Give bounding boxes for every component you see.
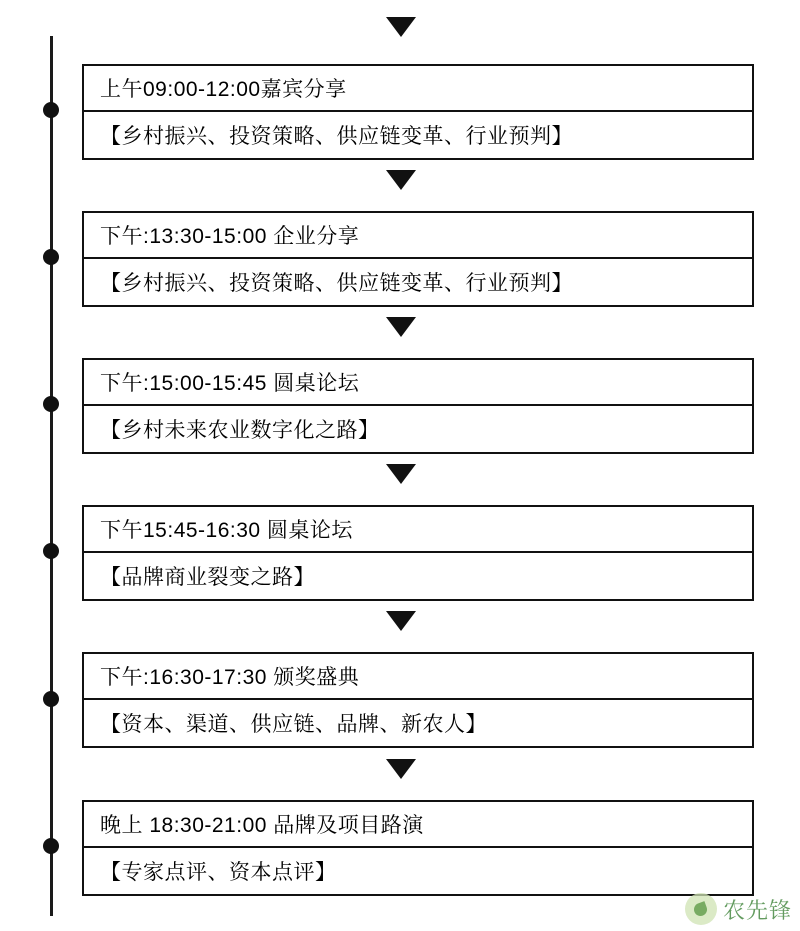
watermark [685,893,792,925]
timeline-step [82,211,754,307]
step-time-title: 下午:15:00-15:45 圆桌论坛 [84,360,752,406]
step-time-title: 上午09:00-12:00嘉宾分享 [84,66,752,112]
step-time-title: 下午:13:30-15:00 企业分享 [84,213,752,259]
step-topics: 【乡村振兴、投资策略、供应链变革、行业预判】 [100,272,573,295]
step-time-title: 下午15:45-16:30 圆桌论坛 [84,507,752,553]
down-arrow-icon [383,14,419,40]
step-topics: 【乡村未来农业数字化之路】 [100,419,380,442]
leaf-icon [685,893,717,925]
timeline-step [82,800,754,896]
timeline-step [82,358,754,454]
down-arrow-icon [383,167,419,193]
step-time-title: 晚上 18:30-21:00 品牌及项目路演 [84,802,752,848]
down-arrow-icon [383,461,419,487]
step-topics: 【资本、渠道、供应链、品牌、新农人】 [100,713,487,736]
down-arrow-icon [383,608,419,634]
watermark-label: 农先锋 [722,897,792,923]
step-time-title: 下午:16:30-17:30 颁奖盛典 [84,654,752,700]
timeline-step [82,64,754,160]
step-topics: 【乡村振兴、投资策略、供应链变革、行业预判】 [100,125,573,148]
down-arrow-icon [383,314,419,340]
down-arrow-icon [383,756,419,782]
timeline-step [82,652,754,748]
step-topics: 【品牌商业裂变之路】 [100,566,315,589]
step-topics: 【专家点评、资本点评】 [100,861,337,884]
timeline-step [82,505,754,601]
